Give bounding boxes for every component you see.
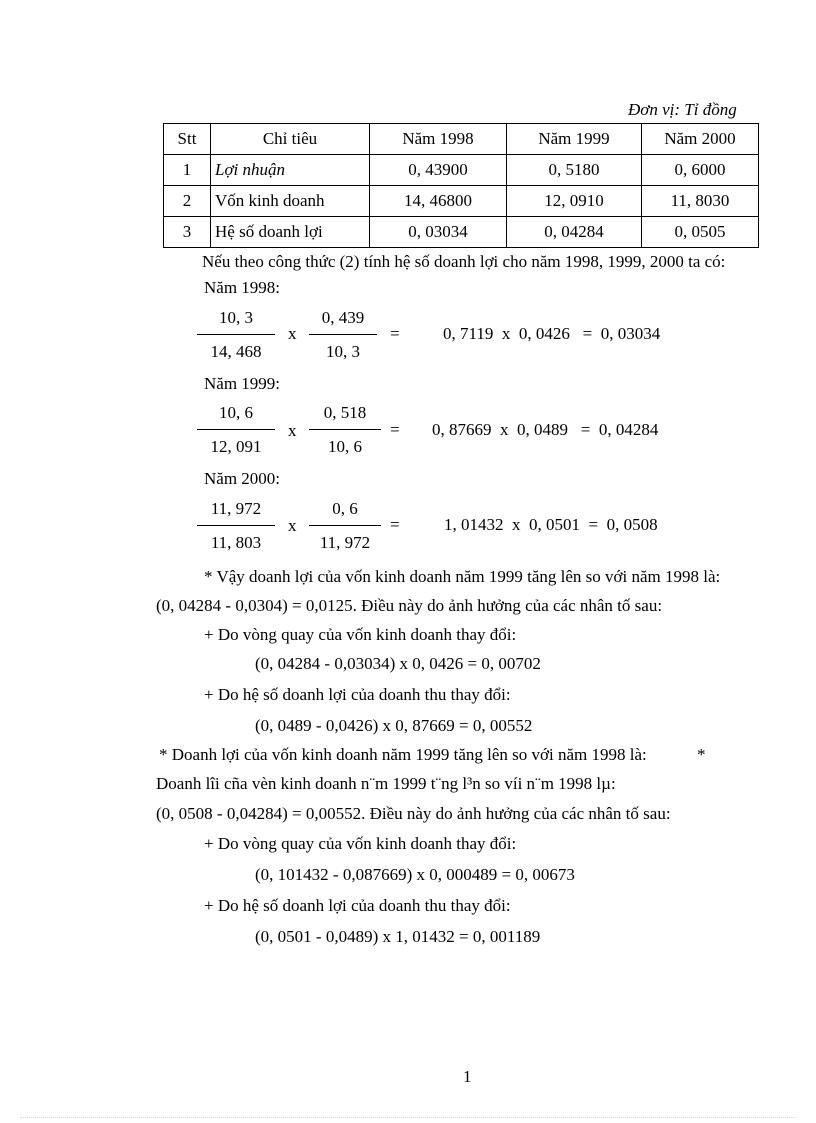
fraction-bar [309, 429, 381, 430]
factor-label: + Do vòng quay của vốn kinh doanh thay đổi: [204, 625, 517, 644]
cell-indicator: Lợi nhuận [211, 155, 370, 186]
fraction-numerator: 11, 972 [210, 499, 262, 518]
factor-label: + Do vòng quay của vốn kinh doanh thay đổi: [204, 834, 517, 853]
table-header-row [164, 124, 759, 155]
cell-1999: 0, 5180 [507, 155, 642, 186]
fraction-numerator: 10, 6 [219, 403, 253, 422]
cell-2000: 11, 8030 [642, 186, 759, 217]
fraction-denominator: 10, 3 [326, 342, 360, 361]
intro-text: Nếu theo công thức (2) tính hệ số doanh lợi cho năm 1998, 1999, 2000 ta có: [202, 252, 726, 271]
calc-result: 0, 87669 x 0, 0489 = 0, 04284 [432, 420, 659, 439]
year-label: Năm 1999: [204, 374, 281, 393]
cell-1998: 14, 46800 [370, 186, 507, 217]
fraction-bar [309, 334, 377, 335]
equals-operator: = [390, 515, 400, 534]
fraction-bar [197, 334, 275, 335]
times-operator: x [288, 324, 297, 343]
analysis-heading-1: * Vậy doanh lợi của vốn kinh doanh năm 1999 tăng lên so với năm 1998 là: [204, 567, 721, 586]
page-number: 1 [463, 1067, 472, 1086]
equals-operator: = [390, 420, 400, 439]
year-label: Năm 1998: [204, 278, 281, 297]
cell-stt: 3 [164, 217, 211, 248]
header-chi-tieu: Chỉ tiêu [211, 124, 370, 155]
table-row [164, 217, 759, 248]
fraction-2 [309, 307, 377, 363]
table-row [164, 186, 759, 217]
cell-1998: 0, 43900 [370, 155, 507, 186]
calc-result: 0, 7119 x 0, 0426 = 0, 03034 [443, 324, 661, 343]
fraction-denominator: 12, 091 [210, 437, 262, 456]
table-row [164, 155, 759, 186]
cell-indicator: Vốn kinh doanh [211, 186, 370, 217]
factor-label: + Do hệ số doanh lợi của doanh thu thay đổi: [204, 685, 511, 704]
factor-label: + Do hệ số doanh lợi của doanh thu thay đổi: [204, 896, 511, 915]
fraction-bar [197, 525, 275, 526]
year-label: Năm 2000: [204, 469, 281, 488]
fraction-denominator: 11, 803 [210, 533, 262, 552]
cell-2000: 0, 0505 [642, 217, 759, 248]
fraction-numerator: 10, 3 [219, 308, 253, 327]
times-operator: x [288, 421, 297, 440]
calc-result: 1, 01432 x 0, 0501 = 0, 0508 [444, 515, 658, 534]
cell-1999: 0, 04284 [507, 217, 642, 248]
fraction-bar [309, 525, 381, 526]
fraction-2 [309, 498, 381, 554]
times-operator: x [288, 516, 297, 535]
cell-2000: 0, 6000 [642, 155, 759, 186]
fraction-numerator: 0, 6 [332, 499, 358, 518]
analysis-result-2: (0, 0508 - 0,04284) = 0,00552. Điều này do ảnh hưởng của các nhân tố sau: [156, 804, 671, 823]
fraction-denominator: 10, 6 [328, 437, 362, 456]
fraction-bar [197, 429, 275, 430]
asterisk-mark: * [697, 745, 706, 764]
header-1998: Năm 1998 [370, 124, 507, 155]
cell-stt: 2 [164, 186, 211, 217]
analysis-result-1: (0, 04284 - 0,0304) = 0,0125. Điều này do ảnh hưởng của các nhân tố sau: [156, 596, 663, 615]
fraction-1 [197, 402, 275, 458]
fraction-1 [197, 307, 275, 363]
factor-formula: (0, 0489 - 0,0426) x 0, 87669 = 0, 00552 [255, 716, 533, 735]
fraction-denominator: 14, 468 [210, 342, 262, 361]
cell-stt: 1 [164, 155, 211, 186]
cell-1999: 12, 0910 [507, 186, 642, 217]
factor-formula: (0, 101432 - 0,087669) x 0, 000489 = 0, 00673 [255, 865, 575, 884]
equals-operator: = [390, 324, 400, 343]
header-2000: Năm 2000 [642, 124, 759, 155]
analysis-heading-2: * Doanh lợi của vốn kinh doanh năm 1999 tăng lên so với năm 1998 là: [159, 745, 647, 764]
factor-formula: (0, 04284 - 0,03034) x 0, 0426 = 0, 00702 [255, 654, 541, 673]
header-stt: Stt [164, 124, 211, 155]
footer-divider [20, 1117, 796, 1118]
fraction-2 [309, 402, 381, 458]
fraction-1 [197, 498, 275, 554]
factor-formula: (0, 0501 - 0,0489) x 1, 01432 = 0, 001189 [255, 927, 541, 946]
fraction-denominator: 11, 972 [319, 533, 371, 552]
header-1999: Năm 1999 [507, 124, 642, 155]
garbled-text-line: Doanh lîi cña vèn kinh doanh n¨m 1999 t¨ng l³n so víi n¨m 1998 lµ: [156, 774, 616, 793]
cell-1998: 0, 03034 [370, 217, 507, 248]
financial-table [163, 123, 759, 248]
fraction-numerator: 0, 439 [321, 308, 365, 327]
cell-indicator: Hệ số doanh lợi [211, 217, 370, 248]
fraction-numerator: 0, 518 [323, 403, 367, 422]
unit-label: Đơn vị: Tỉ đồng [628, 100, 737, 119]
